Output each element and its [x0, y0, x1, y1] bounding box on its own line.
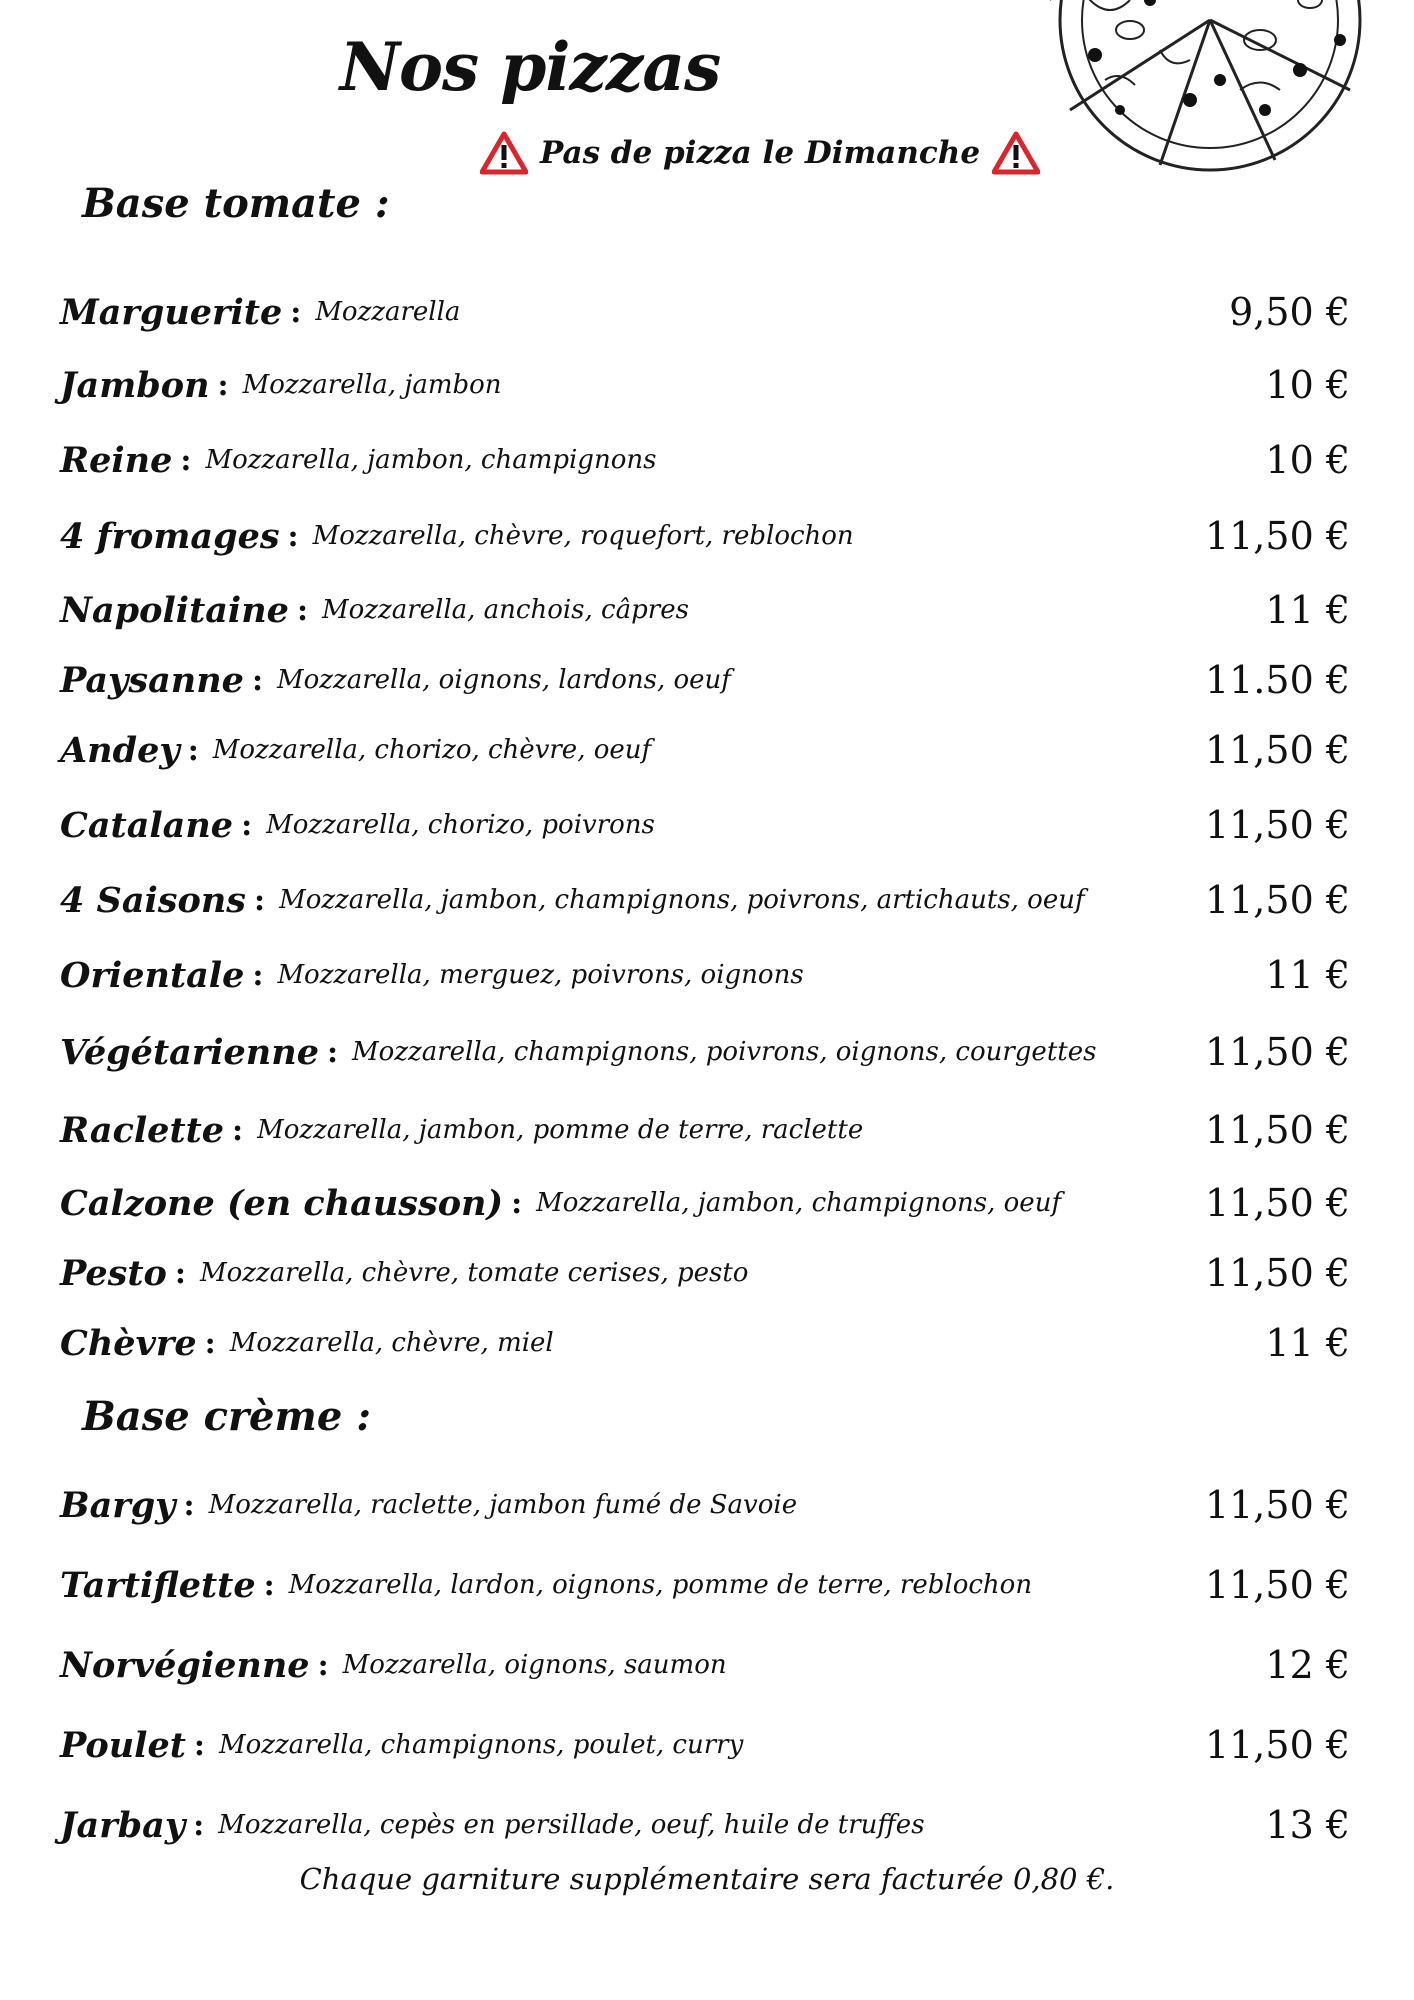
menu-item	[60, 1100, 1350, 1160]
menu-item	[60, 282, 1350, 342]
menu-item	[60, 1475, 1350, 1535]
pizza-name: Jambon	[60, 364, 210, 406]
pizza-name: Paysanne	[60, 659, 244, 701]
pizza-ingredients: Mozzarella, lardon, oignons, pomme de terre, reblochon	[288, 1570, 1033, 1600]
pizza-ingredients: Mozzarella, chorizo, chèvre, oeuf	[212, 735, 652, 765]
pizza-price: 10 €	[1265, 363, 1350, 407]
pizza-price: 11,50 €	[1204, 1108, 1350, 1152]
menu-item	[60, 1313, 1350, 1373]
pizza-name: 4 Saisons	[60, 879, 246, 921]
pizza-price: 11,50 €	[1204, 1563, 1350, 1607]
notice-text: Pas de pizza le Dimanche	[540, 135, 981, 171]
pizza-price: 11.50 €	[1204, 658, 1350, 702]
name-separator: :	[287, 518, 299, 554]
menu-item	[60, 1555, 1350, 1615]
name-separator: :	[232, 1112, 244, 1148]
menu-item	[60, 1635, 1350, 1695]
name-separator: :	[187, 732, 199, 768]
pizza-price: 11 €	[1265, 1321, 1350, 1365]
pizza-name: Végétarienne	[60, 1031, 319, 1073]
pizza-ingredients: Mozzarella, jambon, champignons	[205, 445, 657, 475]
pizza-name: Andey	[60, 729, 180, 771]
pizza-ingredients: Mozzarella, jambon	[242, 370, 502, 400]
name-separator: :	[317, 1647, 329, 1683]
pizza-price: 9,50 €	[1229, 290, 1350, 334]
name-separator: :	[241, 807, 253, 843]
menu-item	[60, 795, 1350, 855]
pizza-ingredients: Mozzarella, chorizo, poivrons	[266, 810, 655, 840]
name-separator: :	[180, 442, 192, 478]
pizza-price: 11,50 €	[1204, 803, 1350, 847]
pizza-name: Reine	[60, 439, 173, 481]
menu-item	[60, 1715, 1350, 1775]
warning-triangle-icon	[992, 131, 1040, 175]
pizza-ingredients: Mozzarella	[315, 297, 461, 327]
name-separator: :	[252, 957, 264, 993]
name-separator: :	[183, 1487, 195, 1523]
page-title: Nos pizzas	[339, 28, 721, 106]
pizza-ingredients: Mozzarella, jambon, champignons, oeuf	[536, 1188, 1062, 1218]
menu-item	[60, 355, 1350, 415]
pizza-name: Poulet	[60, 1724, 186, 1766]
pizza-ingredients: Mozzarella, cepès en persillade, oeuf, huile de truffes	[218, 1810, 925, 1840]
pizza-ingredients: Mozzarella, champignons, poivrons, oignons, courgettes	[352, 1037, 1097, 1067]
pizza-price: 11 €	[1265, 953, 1350, 997]
menu-item	[60, 650, 1350, 710]
pizza-ingredients: Mozzarella, jambon, champignons, poivrons, artichauts, oeuf	[279, 885, 1085, 915]
pizza-name: 4 fromages	[60, 515, 280, 557]
pizza-price: 11,50 €	[1204, 1483, 1350, 1527]
pizza-name: Pesto	[60, 1252, 167, 1294]
pizza-price: 11,50 €	[1204, 1030, 1350, 1074]
name-separator: :	[296, 592, 309, 628]
pizza-ingredients: Mozzarella, chèvre, miel	[229, 1328, 554, 1358]
name-separator: :	[263, 1567, 275, 1603]
pizza-price: 11,50 €	[1204, 878, 1350, 922]
pizza-ingredients: Mozzarella, chèvre, tomate cerises, pesto	[199, 1258, 749, 1288]
closing-notice	[480, 128, 1040, 178]
pizza-ingredients: Mozzarella, oignons, lardons, oeuf	[277, 665, 731, 695]
pizza-name: Catalane	[60, 804, 234, 846]
pizza-price: 13 €	[1265, 1803, 1350, 1847]
pizza-price: 10 €	[1265, 438, 1350, 482]
name-separator: :	[193, 1727, 205, 1763]
menu-item	[60, 1022, 1350, 1082]
menu-item	[60, 1243, 1350, 1303]
pizza-ingredients: Mozzarella, merguez, poivrons, oignons	[277, 960, 804, 990]
pizza-ingredients: Mozzarella, chèvre, roquefort, reblochon	[312, 521, 854, 551]
name-separator: :	[251, 662, 264, 698]
name-separator: :	[193, 1807, 205, 1843]
pizza-price: 11,50 €	[1204, 1251, 1350, 1295]
name-separator: :	[217, 367, 229, 403]
menu-item	[60, 430, 1350, 490]
pizza-name: Bargy	[60, 1484, 176, 1526]
pizza-name: Chèvre	[60, 1322, 197, 1364]
menu-item	[60, 506, 1350, 566]
name-separator: :	[290, 294, 302, 330]
pizza-ingredients: Mozzarella, champignons, poulet, curry	[218, 1730, 744, 1760]
menu-item	[60, 720, 1350, 780]
pizza-ingredients: Mozzarella, anchois, câpres	[322, 595, 689, 625]
pizza-price: 11,50 €	[1204, 1723, 1350, 1767]
pizza-name: Raclette	[60, 1109, 225, 1151]
menu-item	[60, 870, 1350, 930]
pizza-ingredients: Mozzarella, jambon, pomme de terre, raclette	[257, 1115, 864, 1145]
pizza-name: Napolitaine	[60, 589, 289, 631]
pizza-ingredients: Mozzarella, oignons, saumon	[342, 1650, 727, 1680]
menu-item	[60, 580, 1350, 640]
pizza-name: Calzone (en chausson)	[60, 1182, 504, 1224]
supplement-note: Chaque garniture supplémentaire sera facturée 0,80 €.	[299, 1862, 1115, 1896]
pizza-illustration-icon	[1010, 0, 1390, 180]
warning-triangle-icon	[480, 131, 528, 175]
name-separator: :	[174, 1255, 186, 1291]
pizza-name: Orientale	[60, 954, 245, 996]
name-separator: :	[204, 1325, 216, 1361]
pizza-name: Tartiflette	[60, 1564, 256, 1606]
pizza-price: 11 €	[1265, 588, 1350, 632]
pizza-ingredients: Mozzarella, raclette, jambon fumé de Savoie	[208, 1490, 798, 1520]
pizza-price: 11,50 €	[1204, 728, 1350, 772]
name-separator: :	[326, 1034, 339, 1070]
section-title-tomate: Base tomate :	[82, 180, 390, 227]
menu-item	[60, 1795, 1350, 1855]
pizza-price: 12 €	[1265, 1643, 1350, 1687]
menu-item	[60, 1173, 1350, 1233]
section-title-creme: Base crème :	[82, 1393, 371, 1440]
name-separator: :	[254, 882, 266, 918]
pizza-name: Marguerite	[60, 291, 283, 333]
pizza-name: Jarbay	[60, 1804, 186, 1846]
name-separator: :	[511, 1185, 523, 1221]
pizza-price: 11,50 €	[1204, 1181, 1350, 1225]
pizza-price: 11,50 €	[1204, 514, 1350, 558]
menu-item	[60, 945, 1350, 1005]
pizza-name: Norvégienne	[60, 1644, 310, 1686]
